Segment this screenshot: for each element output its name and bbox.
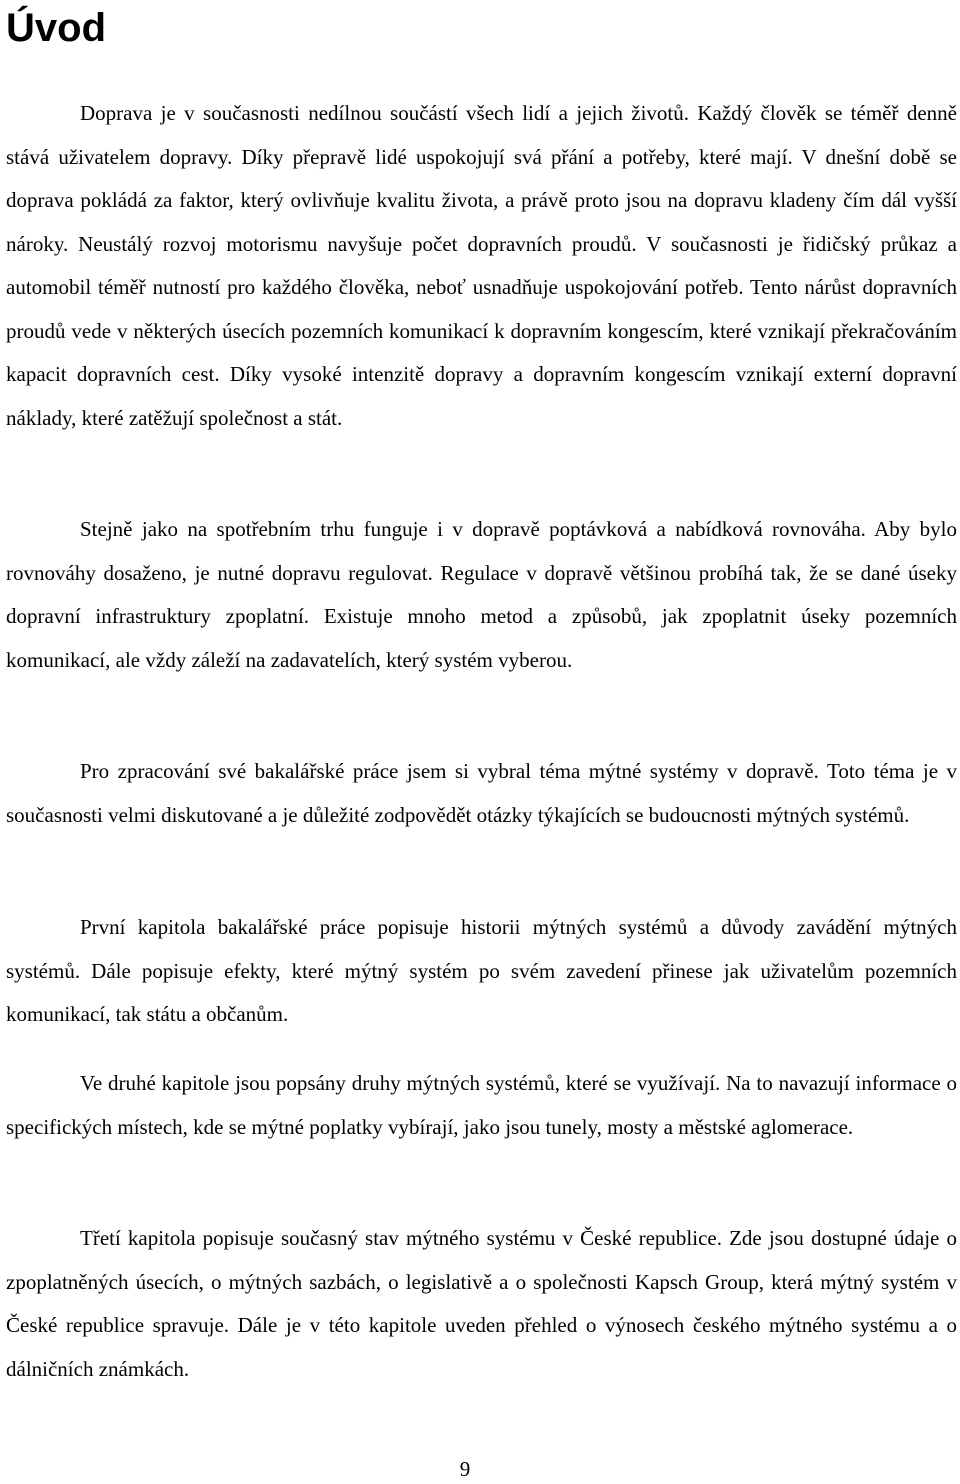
paragraph-chapter-one: První kapitola bakalářské práce popisuje historii mýtných systémů a důvody zavádění mýtných systémů. Dále popisuje efekty, které mýtný systém po svém zavedení přinese jak uživatelům pozemních komunikací, tak státu a občanům. bbox=[6, 915, 957, 1026]
paragraph-topic: Pro zpracování své bakalářské práce jsem si vybral téma mýtné systémy v dopravě. Toto téma je v současnosti velmi diskutované a je důležité zodpovědět otázky týkajících se budoucnosti mýtných systémů. bbox=[6, 759, 957, 827]
page-number: 9 bbox=[459, 1457, 471, 1481]
paragraph-chapter-two: Ve druhé kapitole jsou popsány druhy mýtných systémů, které se využívají. Na to navazují informace o specifických místech, kde se mýtné poplatky vybírají, jako jsou tunely, mosty a městské aglomerace. bbox=[6, 1071, 957, 1139]
page-heading: Úvod bbox=[6, 6, 106, 50]
paragraph-equilibrium: Stejně jako na spotřebním trhu funguje i v dopravě poptávková a nabídková rovnováha. Aby bylo rovnováhy dosaženo, je nutné dopravu regulovat. Regulace v dopravě většinou probíhá tak, že se dané úseky dopravní infrastruktury zpoplatní. Existuje mnoho metod a způsobů, jak zpoplatnit úseky pozemních komunikací, ale vždy záleží na zadavatelích, který systém vyberou. bbox=[6, 517, 957, 672]
paragraph-chapter-three: Třetí kapitola popisuje současný stav mýtného systému v České republice. Zde jsou dostupné údaje o zpoplatněných úsecích, o mýtných sazbách, o legislativě a o společnosti Kapsch Group, která mýtný systém v České republice spravuje. Dále je v této kapitole uveden přehled o výnosech českého mýtného systému a o dálničních známkách. bbox=[6, 1226, 957, 1381]
paragraph-introduction: Doprava je v současnosti nedílnou součástí všech lidí a jejich životů. Každý člověk se téměř denně stává uživatelem dopravy. Díky přepravě lidé uspokojují svá přání a potřeby, které mají. V dnešní době se doprava pokládá za faktor, který ovlivňuje kvalitu života, a právě proto jsou na dopravu kladeny čím dál vyšší nároky. Neustálý rozvoj motorismu navyšuje počet dopravních proudů. V současnosti je řidičský průkaz a automobil téměř nutností pro každého člověka, neboť usnadňuje uspokojování potřeb. Tento nárůst dopravních proudů vede v některých úsecích pozemních komunikací k dopravním kongescím, které vznikají překračováním kapacit dopravních cest. Díky vysoké intenzitě dopravy a dopravním kongescím vznikají externí dopravní náklady, které zatěžují společnost a stát. bbox=[6, 101, 957, 430]
